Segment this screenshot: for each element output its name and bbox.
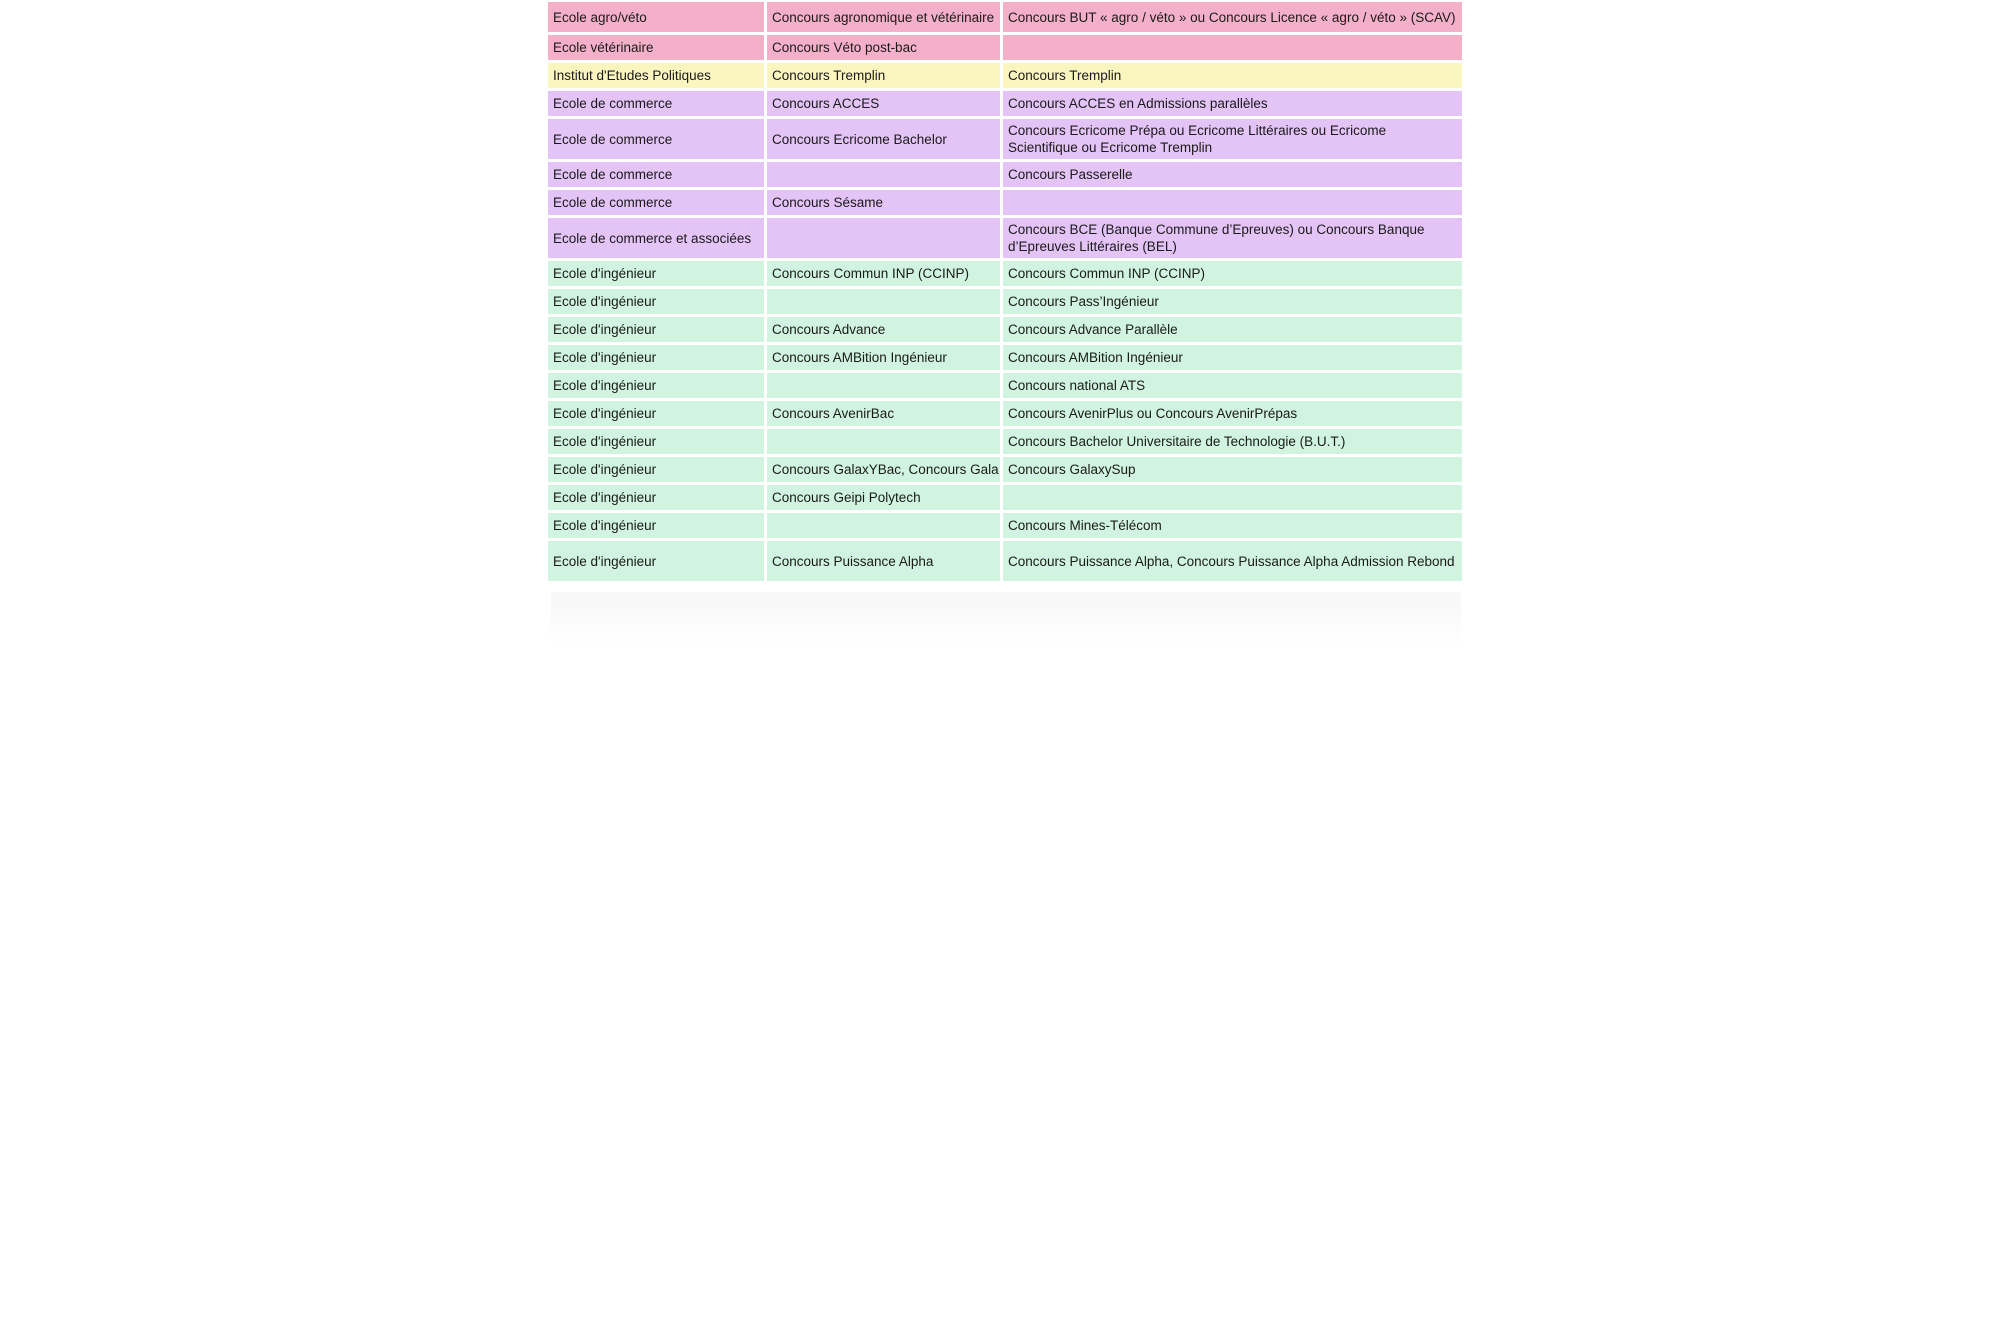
- concours-bac-cell: [767, 513, 1003, 541]
- concours-bac-cell: Concours GalaxYBac, Concours Gala: [767, 457, 1003, 485]
- table-bottom-fade: [551, 592, 1461, 648]
- concours-bac-cell: Concours Sésame: [767, 190, 1003, 218]
- concours-parallele-cell: [1003, 35, 1462, 63]
- concours-bac-cell: Concours Ecricome Bachelor: [767, 119, 1003, 162]
- table-row: [548, 2, 1462, 35]
- concours-bac-cell: Concours ACCES: [767, 91, 1003, 119]
- concours-bac-cell: Concours AvenirBac: [767, 401, 1003, 429]
- concours-bac-cell: Concours AMBition Ingénieur: [767, 345, 1003, 373]
- table-row: [548, 401, 1462, 429]
- concours-bac-cell: Concours Tremplin: [767, 63, 1003, 91]
- category-cell: Ecole d'ingénieur: [548, 261, 767, 289]
- concours-parallele-cell: Concours Puissance Alpha, Concours Puissance Alpha Admission Rebond: [1003, 541, 1462, 584]
- concours-bac-cell: [767, 373, 1003, 401]
- category-cell: Ecole d'ingénieur: [548, 317, 767, 345]
- concours-parallele-cell: Concours Advance Parallèle: [1003, 317, 1462, 345]
- table-row: [548, 261, 1462, 289]
- category-cell: Ecole de commerce et associées: [548, 218, 767, 261]
- category-cell: Ecole d'ingénieur: [548, 373, 767, 401]
- category-cell: Ecole d'ingénieur: [548, 429, 767, 457]
- concours-parallele-cell: Concours national ATS: [1003, 373, 1462, 401]
- category-cell: Ecole d'ingénieur: [548, 541, 767, 584]
- table-row: [548, 513, 1462, 541]
- category-cell: Ecole d'ingénieur: [548, 513, 767, 541]
- category-cell: Ecole d'ingénieur: [548, 401, 767, 429]
- concours-parallele-cell: Concours Pass’Ingénieur: [1003, 289, 1462, 317]
- concours-bac-cell: Concours Véto post-bac: [767, 35, 1003, 63]
- concours-parallele-cell: Concours BUT « agro / véto » ou Concours Licence « agro / véto » (SCAV): [1003, 2, 1462, 35]
- concours-bac-cell: Concours Geipi Polytech: [767, 485, 1003, 513]
- concours-parallele-cell: [1003, 190, 1462, 218]
- category-cell: Ecole de commerce: [548, 91, 767, 119]
- category-cell: Ecole agro/véto: [548, 2, 767, 35]
- table-row: [548, 35, 1462, 63]
- table-row: [548, 91, 1462, 119]
- concours-bac-cell: [767, 162, 1003, 190]
- concours-parallele-cell: Concours GalaxySup: [1003, 457, 1462, 485]
- concours-bac-cell: [767, 429, 1003, 457]
- concours-bac-cell: Concours Commun INP (CCINP): [767, 261, 1003, 289]
- concours-table: [548, 2, 1462, 584]
- category-cell: Ecole vétérinaire: [548, 35, 767, 63]
- category-cell: Ecole d'ingénieur: [548, 485, 767, 513]
- table-row: [548, 373, 1462, 401]
- table-row: [548, 429, 1462, 457]
- table-row: [548, 541, 1462, 584]
- table-row: [548, 345, 1462, 373]
- concours-bac-cell: Concours Puissance Alpha: [767, 541, 1003, 584]
- table-row: [548, 190, 1462, 218]
- concours-parallele-cell: Concours BCE (Banque Commune d’Epreuves) ou Concours Banque d’Epreuves Littéraires (BEL): [1003, 218, 1462, 261]
- concours-parallele-cell: Concours Ecricome Prépa ou Ecricome Littéraires ou Ecricome Scientifique ou Ecricome Tremplin: [1003, 119, 1462, 162]
- table-row: [548, 317, 1462, 345]
- concours-parallele-cell: Concours ACCES en Admissions parallèles: [1003, 91, 1462, 119]
- table-row: [548, 485, 1462, 513]
- table-row: [548, 218, 1462, 261]
- concours-parallele-cell: Concours Tremplin: [1003, 63, 1462, 91]
- category-cell: Institut d'Etudes Politiques: [548, 63, 767, 91]
- concours-table-grid: [548, 2, 1462, 584]
- concours-parallele-cell: [1003, 485, 1462, 513]
- category-cell: Ecole de commerce: [548, 119, 767, 162]
- concours-parallele-cell: Concours AvenirPlus ou Concours AvenirPrépas: [1003, 401, 1462, 429]
- category-cell: Ecole d'ingénieur: [548, 289, 767, 317]
- concours-parallele-cell: Concours AMBition Ingénieur: [1003, 345, 1462, 373]
- concours-bac-cell: [767, 218, 1003, 261]
- table-row: [548, 162, 1462, 190]
- concours-parallele-cell: Concours Bachelor Universitaire de Technologie (B.U.T.): [1003, 429, 1462, 457]
- category-cell: Ecole de commerce: [548, 162, 767, 190]
- concours-parallele-cell: Concours Passerelle: [1003, 162, 1462, 190]
- category-cell: Ecole de commerce: [548, 190, 767, 218]
- category-cell: Ecole d'ingénieur: [548, 457, 767, 485]
- concours-parallele-cell: Concours Commun INP (CCINP): [1003, 261, 1462, 289]
- table-row: [548, 457, 1462, 485]
- concours-bac-cell: Concours Advance: [767, 317, 1003, 345]
- table-row: [548, 63, 1462, 91]
- table-row: [548, 119, 1462, 162]
- concours-parallele-cell: Concours Mines-Télécom: [1003, 513, 1462, 541]
- concours-bac-cell: [767, 289, 1003, 317]
- table-row: [548, 289, 1462, 317]
- concours-bac-cell: Concours agronomique et vétérinaire: [767, 2, 1003, 35]
- category-cell: Ecole d'ingénieur: [548, 345, 767, 373]
